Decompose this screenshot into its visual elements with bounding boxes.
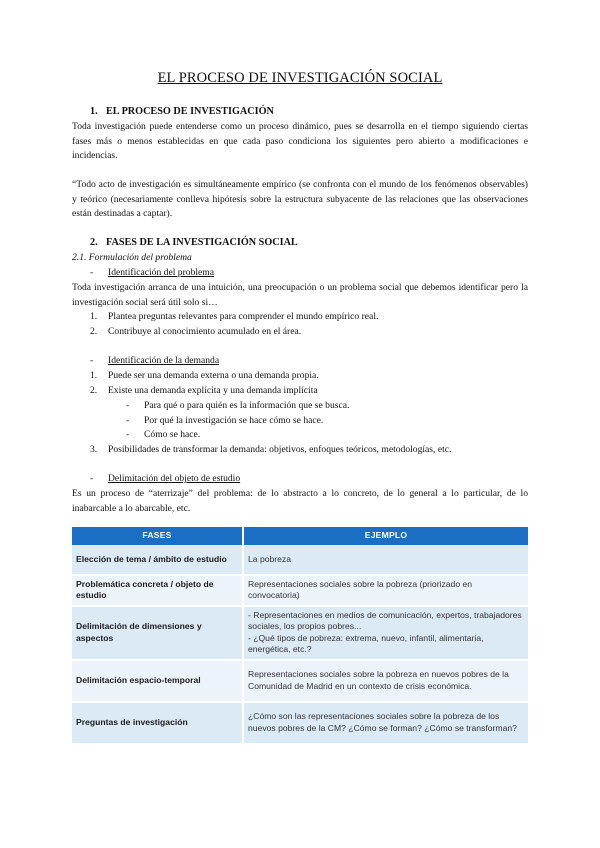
table-row — [72, 702, 528, 744]
list-item: 2. Contribuye al conocimiento acumulado en el área. — [90, 326, 302, 337]
list-item: 1. Plantea preguntas relevantes para comprender el mundo empírico real. — [90, 311, 379, 322]
identificacion-problema-heading: - Identificación del problema — [90, 267, 215, 278]
sub-list-item: - Para qué o para quién es la información que se busca. — [126, 400, 350, 411]
table-header-row — [72, 527, 528, 545]
ejemplo-cell: ¿Cómo son las representaciones sociales sobre la pobreza de los nuevos pobres de la CM? ¿Cómo se forman? ¿Cómo se transforman? — [243, 702, 528, 744]
section-1-number: 1. — [90, 106, 98, 117]
fase-cell: Delimitación espacio-temporal — [72, 660, 243, 702]
list-item: 2. Existe una demanda explícita y una demanda implícita — [90, 385, 318, 396]
section-2-heading — [90, 236, 298, 251]
table-row — [72, 545, 528, 575]
table-row — [72, 575, 528, 606]
sub-list-item: - Cómo se hace. — [126, 429, 201, 440]
section-1-title: EL PROCESO DE INVESTIGACIÓN — [106, 106, 274, 117]
table-row — [72, 606, 528, 660]
identificacion-demanda-heading: - Identificación de la demanda — [90, 355, 220, 366]
list-item: 3. Posibilidades de transformar la demanda: objetivos, enfoques teóricos, metodologías, etc. — [90, 444, 452, 455]
delimitacion-heading: - Delimitación del objeto de estudio — [90, 473, 241, 484]
ejemplo-cell: Representaciones sociales sobre la pobreza en nuevos pobres de la Comunidad de Madrid en un contexto de crisis económica. — [243, 660, 528, 702]
sub-list-item: - Por qué la investigación se hace cómo se hace. — [126, 415, 324, 426]
fase-cell: Elección de tema / ámbito de estudio — [72, 545, 243, 575]
section-1-paragraph-1: Toda investigación puede entenderse como un proceso dinámico, pues se desarrolla en el tiempo siguiendo ciertas fases más o menos establecidas en que cada paso condiciona los siguientes pero abierto a modificaciones e incidencias. — [72, 121, 528, 162]
fase-cell: Preguntas de investigación — [72, 702, 243, 744]
fase-cell: Problemática concreta / objeto de estudio — [72, 575, 243, 606]
column-header-fases: FASES — [72, 527, 243, 545]
delimitacion-text: Es un proceso de “aterrizaje” del problema: de lo abstracto a lo concreto, de lo general a lo particular, de lo inabarcable a lo abarcable, etc. — [72, 488, 528, 514]
section-1-paragraph-2: “Todo acto de investigación es simultáneamente empírico (se confronta con el mundo de los fenómenos observables) y teórico (necesariamente conlleva hipótesis sobre la estructura subyacente de las relaciones que las observaciones están destinadas a captar). — [72, 179, 528, 220]
document-title: EL PROCESO DE INVESTIGACIÓN SOCIAL — [157, 70, 443, 86]
column-header-ejemplo: EJEMPLO — [243, 527, 528, 545]
ejemplo-cell: La pobreza — [243, 545, 528, 575]
subsection-heading: 2.1. Formulación del problema — [72, 252, 192, 263]
ejemplo-cell: - Representaciones en medios de comunicación, expertos, trabajadores sociales, los propios pobres... - ¿Qué tipos de pobreza: extrema, nuevo, infantil, alimentaria, energética, etc.? — [243, 606, 528, 660]
section-1-heading — [90, 105, 274, 120]
ejemplo-cell: Representaciones sociales sobre la pobreza (priorizado en convocatoria) — [243, 575, 528, 606]
fases-table — [72, 527, 528, 745]
identificacion-problema-text: Toda investigación arranca de una intuición, una preocupación o un problema social que debemos identificar pero la investigación social será útil solo si… — [72, 282, 528, 308]
section-2-number: 2. — [90, 237, 98, 248]
fase-cell: Delimitación de dimensiones y aspectos — [72, 606, 243, 660]
list-item: 1. Puede ser una demanda externa o una demanda propia. — [90, 370, 319, 381]
section-2-title: FASES DE LA INVESTIGACIÓN SOCIAL — [106, 237, 298, 248]
table-row — [72, 660, 528, 702]
